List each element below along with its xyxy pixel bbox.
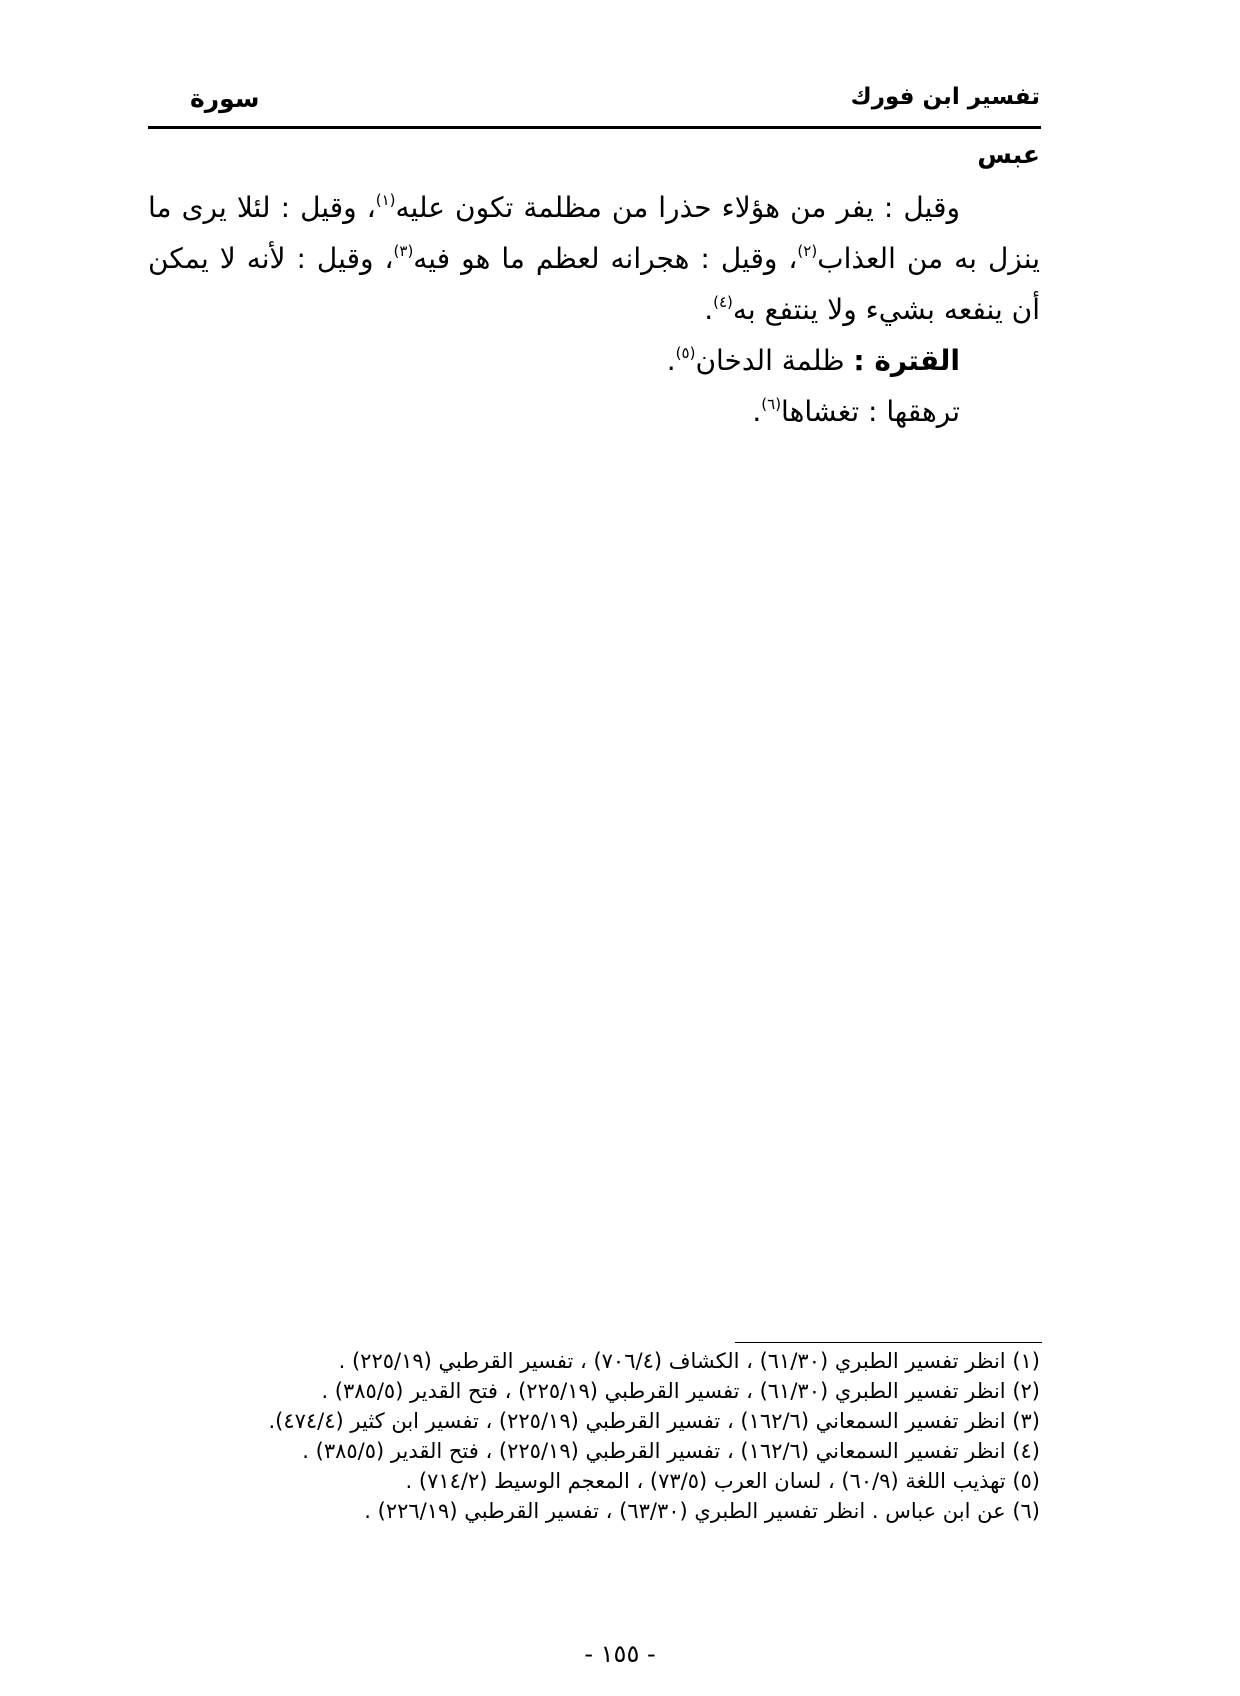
footnote: (٤) انظر تفسير السمعاني (١٦٢/٦) ، تفسير القرطبي (٢٢٥/١٩) ، فتح القدير (٣٨٥/٥) . xyxy=(302,1439,1040,1463)
definition-text: ترهقها : تغشاها xyxy=(781,395,960,428)
text-run: ، وقيل : لئلا يرى ما ينزل به من العذاب xyxy=(148,191,1040,275)
paragraph xyxy=(148,182,1040,335)
section-label: سورة xyxy=(190,84,260,113)
text-run: . xyxy=(752,395,762,428)
footnote-ref: (٢) xyxy=(797,241,818,260)
text-run: ، وقيل : هجرانه لعظم ما هو فيه xyxy=(413,242,798,275)
definition-line xyxy=(148,335,1040,386)
footnote-ref: (١) xyxy=(375,190,396,209)
footnote-ref: (٦) xyxy=(761,394,782,413)
running-header xyxy=(148,80,1040,128)
text-run: وقيل : يفر من هؤلاء حذرا من مظلمة تكون عليه xyxy=(395,191,960,224)
text-run: . xyxy=(704,293,714,326)
definition-line xyxy=(148,386,1040,437)
defined-term: القترة : xyxy=(853,344,960,377)
book-title: تفسير ابن فورك xyxy=(850,84,1040,110)
main-text xyxy=(148,182,1040,437)
footnotes xyxy=(148,1346,1040,1526)
header-divider xyxy=(148,126,1041,129)
page-number: - ١٥٥ - xyxy=(584,1640,656,1668)
footnote: (٢) انظر تفسير الطبري (٦١/٣٠) ، تفسير القرطبي (٢٢٥/١٩) ، فتح القدير (٣٨٥/٥) . xyxy=(321,1379,1040,1403)
footnote: (١) انظر تفسير الطبري (٦١/٣٠) ، الكشاف (٧٠٦/٤) ، تفسير القرطبي (٢٢٥/١٩) . xyxy=(338,1349,1040,1373)
footnote-divider xyxy=(735,1342,1042,1343)
definition-text: ظلمة الدخان xyxy=(695,344,854,377)
footnote: (٣) انظر تفسير السمعاني (١٦٢/٦) ، تفسير القرطبي (٢٢٥/١٩) ، تفسير ابن كثير (٤٧٤/٤). xyxy=(268,1409,1040,1433)
footnote-ref: (٥) xyxy=(675,343,696,362)
footnote-ref: (٣) xyxy=(393,241,414,260)
footnote: (٥) تهذيب اللغة (٦٠/٩) ، لسان العرب (٧٣/٥) ، المعجم الوسيط (٧١٤/٢) . xyxy=(405,1469,1040,1493)
footnote-ref: (٤) xyxy=(713,292,733,311)
text-run: ، وقيل : لأنه لا يمكن أن ينفعه بشيء ولا ينتفع به xyxy=(148,242,1040,326)
text-run: . xyxy=(666,344,676,377)
footnote: (٦) عن ابن عباس . انظر تفسير الطبري (٦٣/٣٠) ، تفسير القرطبي (٢٢٦/١٩) . xyxy=(364,1499,1040,1523)
sura-name: عبس xyxy=(977,140,1040,169)
